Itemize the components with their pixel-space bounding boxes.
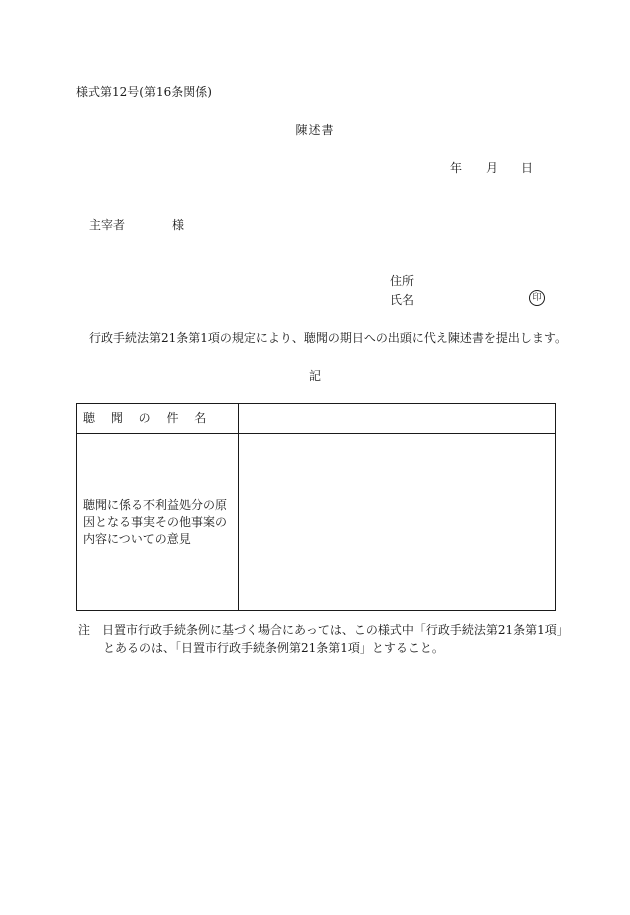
document-title: 陳述書 — [295, 123, 335, 137]
date-year: 年 — [450, 161, 463, 175]
name-label: 氏名 — [390, 293, 415, 307]
form-number: 様式第12号(第16条関係) — [76, 85, 212, 99]
note-line-1: 注 日置市行政手続条例に基づく場合にあっては、この様式中「行政手続法第21条第1項」 — [78, 623, 569, 637]
hearing-subject-label — [77, 404, 239, 434]
opinion-value[interactable] — [239, 434, 556, 611]
opinion-label-line: 聴聞に係る不利益処分の原 — [83, 497, 228, 512]
addressee-title: 主宰者 — [89, 218, 126, 232]
opinion-label-line: 内容についての意見 — [83, 531, 191, 546]
address-label: 住所 — [390, 274, 415, 288]
date-day: 日 — [521, 161, 534, 175]
hearing-subject-value[interactable] — [239, 404, 556, 434]
statement-table — [76, 403, 556, 611]
statement-text: 行政手続法第21条第1項の規定により、聴聞の期日への出頭に代え陳述書を提出します。 — [89, 331, 567, 345]
opinion-label — [77, 434, 239, 611]
opinion-label-line: 因となる事実その他事案の — [83, 514, 228, 529]
hearing-subject-label-text: 聴 聞 の 件 名 — [83, 411, 213, 425]
table-row — [77, 434, 556, 611]
addressee-honorific: 様 — [172, 218, 185, 232]
date-month: 月 — [486, 161, 499, 175]
note-line-2: とあるのは、「日置市行政手続条例第21条第1項」とすること。 — [103, 641, 444, 655]
ki-heading: 記 — [308, 369, 321, 383]
seal-mark: 印 — [529, 290, 545, 306]
table-row — [77, 404, 556, 434]
